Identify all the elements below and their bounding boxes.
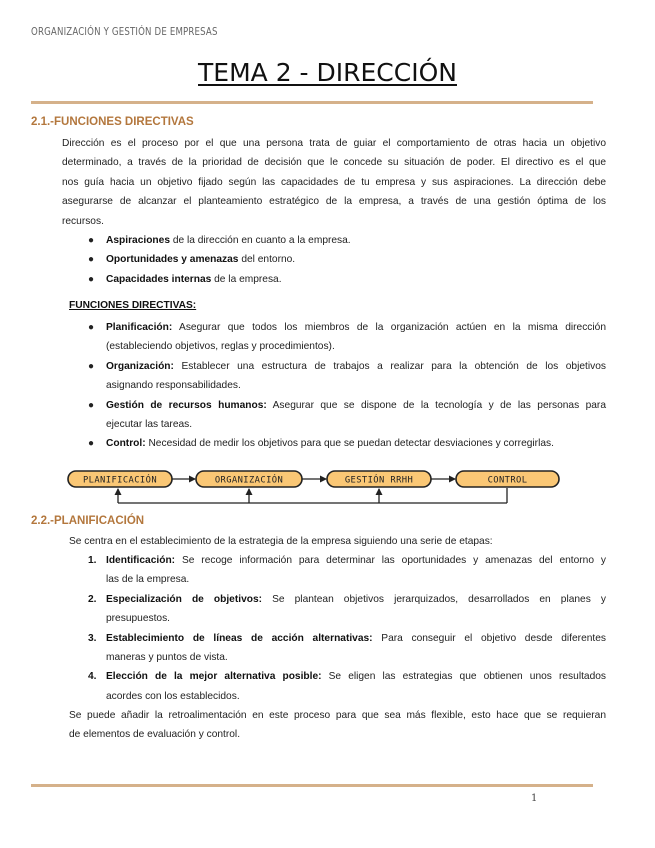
function-name: Planificación:	[106, 322, 173, 333]
step-name: Establecimiento de líneas de acción alternativas:	[106, 632, 373, 644]
list-item	[88, 629, 606, 668]
planning-intro: Se centra en el establecimiento de la estrategia de la empresa siguiendo una serie de etapas:	[69, 536, 493, 547]
list-item	[88, 396, 606, 435]
page-title: TEMA 2 - DIRECCIÓN	[198, 58, 457, 87]
function-text: Establecer una estructura de trabajos a realizar para la obtención de los objetivos	[181, 360, 606, 372]
list-item-text: de la dirección en cuanto a la empresa.	[169, 235, 351, 246]
paragraph-line: nos guía hacia un objetivo fijado según las capacidades de tu empresa y sus aspiraciones. La dirección debe	[62, 176, 606, 188]
document-header: ORGANIZACIÓN Y GESTIÓN DE EMPRESAS	[31, 26, 218, 38]
flow-box-control	[456, 471, 559, 487]
paragraph-line: asegurarse de alcanzar el planteamiento estratégico de la empresa, a través de una gestión óptima de los	[62, 196, 606, 208]
bullet-icon: ●	[88, 273, 95, 285]
list-item-text: del entorno.	[238, 254, 296, 266]
section-heading-funciones-directivas: 2.1.-FUNCIONES DIRECTIVAS	[31, 116, 194, 128]
list-item	[88, 434, 606, 453]
step-text: Se recoge información para determinar las oportunidades y amenazas del entorno y	[181, 555, 606, 566]
step-text: Se eligen las estrategias que obtienen unos resultados	[328, 671, 606, 683]
flow-box-planificacion	[68, 471, 172, 487]
flow-box-label: CONTROL	[487, 475, 528, 486]
function-text: (estableciendo objetivos, reglas y procedimientos).	[106, 341, 335, 353]
bullet-icon: ●	[88, 254, 95, 266]
list-item-bold: Oportunidades y amenazas	[106, 254, 239, 266]
function-text: asignando responsabilidades.	[106, 380, 241, 392]
list-item	[88, 318, 606, 357]
bullet-icon: ●	[88, 360, 95, 372]
paragraph-line: determinado, a través de la prioridad de decisión que le concede su situación de poder. El directivo es el que	[62, 157, 606, 169]
function-name: Control:	[106, 438, 146, 450]
step-text: acordes con los establecidos.	[106, 690, 240, 702]
step-text: presupuestos.	[106, 613, 170, 625]
step-name: Identificación:	[106, 555, 176, 566]
closing-paragraph	[69, 706, 606, 745]
paragraph-line: Se puede añadir la retroalimentación en este proceso para que sea más flexible, esto hace que se requieran	[69, 710, 606, 721]
list-item-bold: Capacidades internas	[106, 273, 212, 285]
flow-box-label: GESTIÓN RRHH	[344, 475, 414, 486]
step-number: 2.	[88, 593, 97, 605]
function-name: Gestión de recursos humanos:	[106, 399, 267, 411]
function-text: ejecutar las tareas.	[106, 419, 193, 431]
flow-box-label: ORGANIZACIÓN	[214, 475, 284, 486]
flow-box-label: PLANIFICACIÓN	[82, 475, 158, 486]
list-item	[88, 667, 606, 706]
list-item	[88, 357, 606, 396]
list-item-bold: Aspiraciones	[106, 235, 170, 246]
step-name: Especialización de objetivos:	[106, 593, 263, 605]
functions-list	[88, 318, 606, 454]
section-heading-planificacion: 2.2.-PLANIFICACIÓN	[31, 515, 145, 527]
step-text: Se plantean objetivos jerarquizados, desarrollados en planes y	[272, 593, 606, 605]
step-text: Para conseguir el objetivo desde diferentes	[381, 632, 606, 644]
bullet-icon: ●	[88, 399, 95, 411]
step-number: 4.	[88, 671, 97, 683]
intro-paragraph	[62, 134, 606, 231]
page-number: 1	[531, 793, 538, 804]
step-number: 1.	[88, 555, 97, 566]
footer-divider	[31, 784, 593, 787]
paragraph-line: Dirección es el proceso por el que una persona trata de guiar el comportamiento de otras hacia un objetivo	[62, 138, 606, 149]
function-name: Organización:	[106, 360, 174, 372]
step-text: las de la empresa.	[106, 574, 190, 586]
bullet-icon: ●	[88, 235, 95, 246]
planning-steps	[88, 551, 606, 706]
list-item-text: de la empresa.	[211, 273, 282, 285]
bullet-icon: ●	[88, 438, 95, 450]
title-divider	[31, 101, 593, 104]
paragraph-line: de elementos de evaluación y control.	[69, 729, 241, 741]
functions-subheading: FUNCIONES DIRECTIVAS:	[69, 300, 197, 311]
step-number: 3.	[88, 632, 97, 644]
function-text: Necesidad de medir los objetivos para que se puedan detectar desviaciones y corregirlas.	[148, 438, 554, 450]
bullet-icon: ●	[88, 322, 95, 333]
step-text: maneras y puntos de vista.	[106, 652, 228, 664]
list-item	[88, 551, 606, 590]
function-text: Asegurar que todos los miembros de la organización actúen en la misma dirección	[179, 322, 606, 333]
function-text: Asegurar que se dispone de la tecnología y de las personas para	[272, 399, 606, 411]
paragraph-line: recursos.	[62, 215, 104, 227]
list-item	[88, 590, 606, 629]
step-name: Elección de la mejor alternativa posible:	[106, 671, 322, 683]
flow-box-gestion-rrhh	[327, 471, 431, 487]
flow-box-organizacion	[196, 471, 302, 487]
